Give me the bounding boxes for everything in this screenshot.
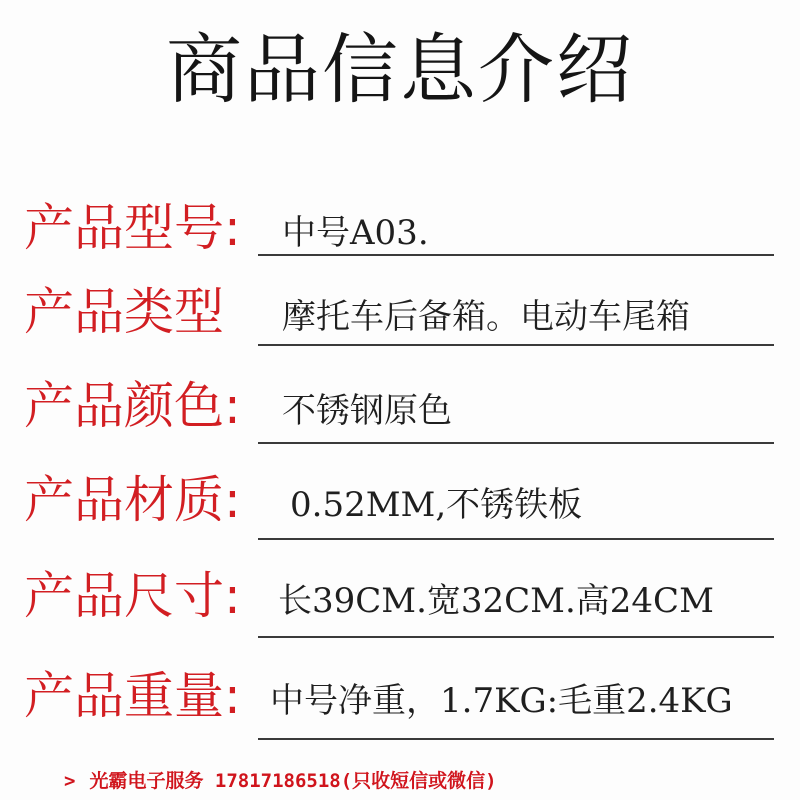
page-title: 商品信息介绍 [166, 25, 634, 114]
size-underline [258, 636, 774, 638]
weight-underline [258, 738, 774, 740]
row-model [0, 188, 800, 268]
size-value: 长39CM.宽32CM.高24CM [278, 581, 714, 621]
type-underline [258, 344, 774, 346]
model-value: 中号A03. [282, 213, 429, 253]
row-size [0, 556, 800, 636]
row-color [0, 366, 800, 446]
color-value: 不锈钢原色 [282, 391, 452, 431]
model-underline [258, 254, 774, 256]
row-weight [0, 656, 800, 736]
contact-text: 光霸电子服务 17817186518(只收短信或微信) [89, 770, 497, 792]
type-label: 产品类型 [24, 283, 224, 341]
weight-label: 产品重量: [24, 667, 241, 725]
contact-footer [64, 768, 497, 794]
color-underline [258, 442, 774, 444]
color-label: 产品颜色: [24, 377, 241, 435]
weight-value: 中号净重，1.7KG:毛重2.4KG [270, 681, 733, 721]
material-value: 0.52MM,不锈铁板 [290, 485, 583, 525]
size-label: 产品尺寸: [24, 567, 241, 625]
material-label: 产品材质: [24, 471, 241, 529]
type-value: 摩托车后备箱。电动车尾箱 [282, 297, 690, 337]
row-material [0, 460, 800, 540]
model-label: 产品型号: [24, 199, 241, 257]
material-underline [258, 538, 774, 540]
row-type [0, 272, 800, 352]
chevron-right-icon: > [64, 770, 76, 792]
